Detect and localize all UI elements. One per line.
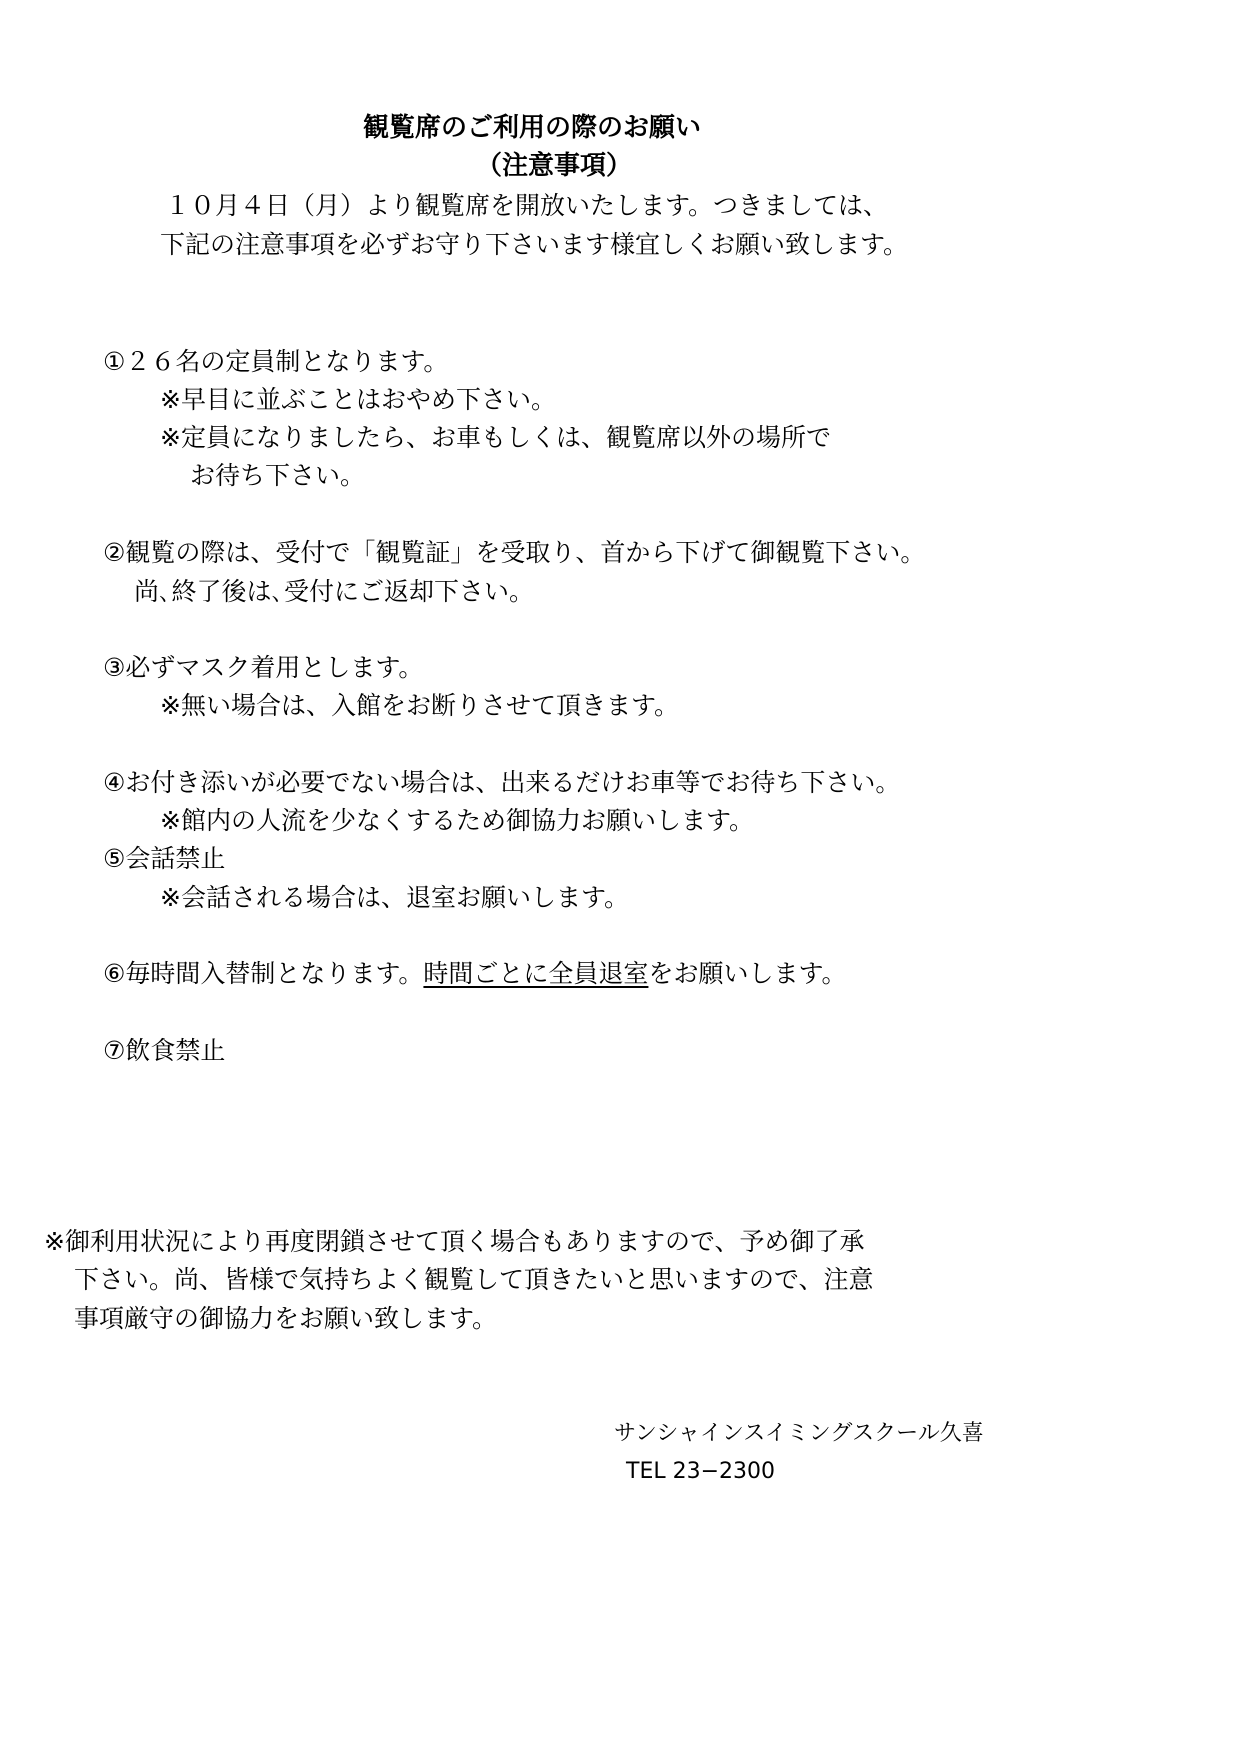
rule-item-2-note: 尚､終了後は､受付にご返却下さい。 bbox=[134, 577, 535, 606]
rule-item-7: ⑦飲食禁止 bbox=[103, 1036, 226, 1065]
rule-item-4-note: ※館内の人流を少なくするため御協力お願いします。 bbox=[160, 806, 754, 835]
rule-item-1-note: ※早目に並ぶことはおやめ下さい。 bbox=[160, 385, 556, 414]
rule-item-4: ④お付き添いが必要でない場合は、出来るだけお車等でお待ち下さい。 bbox=[103, 768, 901, 797]
rule-item-6-text-end: をお願いします。 bbox=[648, 959, 847, 988]
rule-item-5-note: ※会話される場合は、退室お願いします。 bbox=[160, 883, 629, 912]
footer-note-line-1: ※御利用状況により再度閉鎖させて頂く場合もありますので、予め御了承 bbox=[44, 1227, 865, 1256]
rule-item-1-note: お待ち下さい。 bbox=[190, 461, 366, 490]
rule-item-3-note: ※無い場合は、入館をお断りさせて頂きます。 bbox=[160, 691, 679, 720]
rule-item-1-note: ※定員になりましたら、お車もしくは、観覧席以外の場所で bbox=[160, 423, 831, 452]
page-subtitle: （注意事項） bbox=[476, 151, 633, 181]
intro-line-2: 下記の注意事項を必ずお守り下さいます様宜しくお願い致します。 bbox=[160, 230, 909, 259]
footer-note-line-3: 事項厳守の御協力をお願い致します。 bbox=[74, 1304, 498, 1333]
page-title: 観覧席のご利用の際のお願い bbox=[363, 113, 702, 143]
rule-item-6-text: ⑥毎時間入替制となります。 bbox=[103, 959, 424, 988]
phone-number: TEL 23−2300 bbox=[626, 1459, 776, 1484]
rule-item-6-emphasis: 時間ごとに全員退室 bbox=[423, 959, 649, 988]
rule-item-5: ⑤会話禁止 bbox=[103, 844, 226, 873]
organization-name: サンシャインスイミングスクール久喜 bbox=[614, 1421, 984, 1446]
rule-item-2: ②観覧の際は、受付で「観覧証」を受取り、首から下げて御観覧下さい。 bbox=[103, 538, 926, 567]
intro-line-1: １０月４日（月）より観覧席を開放いたします。つきましては、 bbox=[165, 191, 889, 220]
footer-note-line-2: 下さい。尚、皆様で気持ちよく観覧して頂きたいと思いますので、注意 bbox=[74, 1265, 874, 1294]
rule-item-1: ①２６名の定員制となります。 bbox=[103, 347, 449, 376]
rule-item-3: ③必ずマスク着用とします。 bbox=[103, 653, 424, 682]
rule-item-6 bbox=[103, 958, 846, 990]
